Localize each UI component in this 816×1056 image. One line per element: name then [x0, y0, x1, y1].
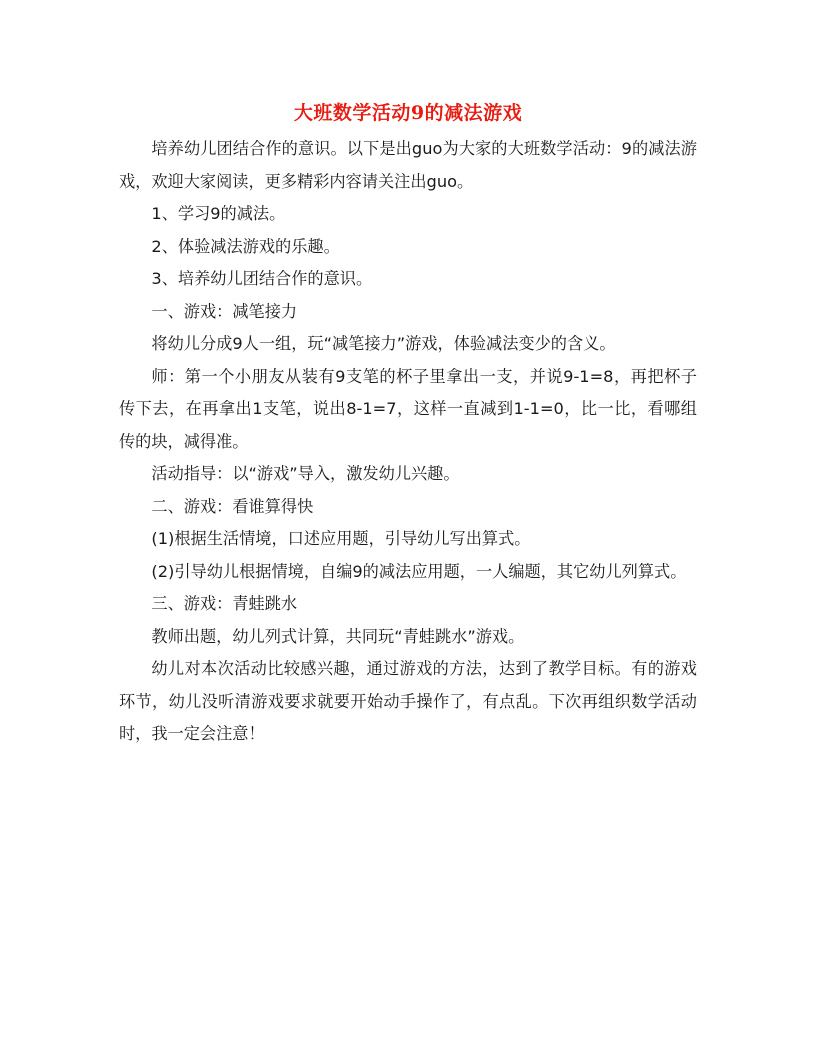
paragraph: 将幼儿分成9人一组，玩“减笔接力”游戏，体验减法变少的含义。	[151, 334, 616, 353]
paragraph: 2、体验减法游戏的乐趣。	[151, 236, 340, 256]
document-title: 大班数学活动9的减法游戏	[293, 102, 523, 124]
paragraph: 教师出题，幼儿列式计算，共同玩“青蛙跳水”游戏。	[151, 626, 525, 646]
paragraph: 培养幼儿团结合作的意识。以下是出guo为大家的大班数学活动：9的减法游戏，欢迎大家阅读，更多精彩内容请关注出guo。	[119, 139, 697, 191]
paragraph: (2)引导幼儿根据情境，自编9的减法应用题，一人编题，其它幼儿列算式。	[151, 561, 687, 581]
paragraph: 1、学习9的减法。	[151, 204, 286, 223]
section-heading: 三、游戏：青蛙跳水	[151, 594, 298, 613]
paragraph: 师：第一个小朋友从装有9支笔的杯子里拿出一支，并说9-1=8，再把杯子传下去，在再拿出1支笔，说出8-1=7，这样一直减到1-1=0，比一比，看哪组传的块，减得准。	[119, 366, 697, 451]
paragraph: (1)根据生活情境，口述应用题，引导幼儿写出算式。	[151, 529, 531, 548]
document-body	[119, 133, 697, 751]
paragraph: 3、培养幼儿团结合作的意识。	[151, 269, 373, 288]
paragraph: 幼儿对本次活动比较感兴趣，通过游戏的方法，达到了教学目标。有的游戏环节，幼儿没听清游戏要求就要开始动手操作了，有点乱。下次再组织数学活动时，我一定会注意！	[119, 659, 697, 743]
section-heading: 一、游戏：减笔接力	[151, 301, 298, 321]
section-heading: 二、游戏：看谁算得快	[151, 496, 314, 516]
paragraph: 活动指导：以“游戏”导入，激发幼儿兴趣。	[151, 464, 460, 483]
